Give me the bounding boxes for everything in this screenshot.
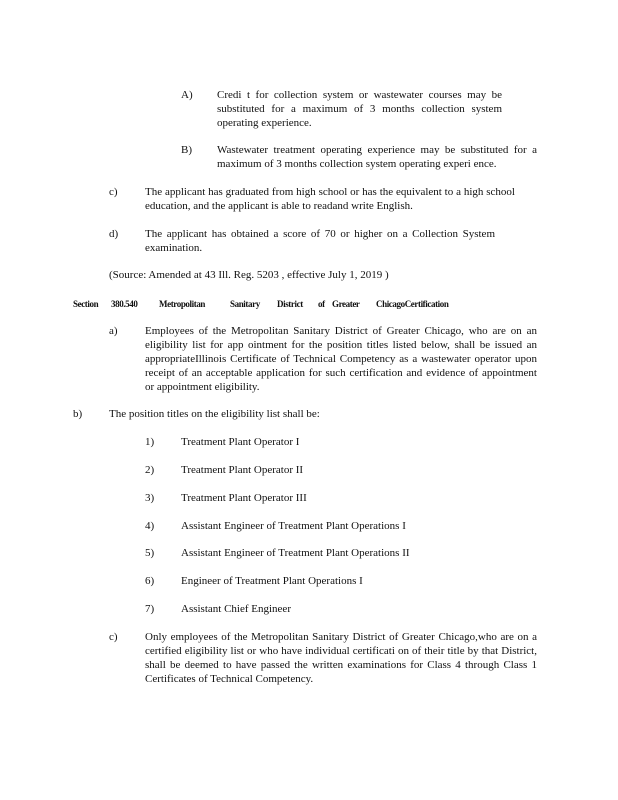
- title-name-5: Assistant Engineer of Treatment Plant Operations II: [181, 547, 410, 559]
- paragraph-text-d: The applicant has obtained a score of 70 or higher on a Collection System examination.: [145, 228, 495, 254]
- subsection-marker-a: a): [109, 325, 118, 337]
- title-number-7: 7): [145, 603, 155, 615]
- title-name-6: Engineer of Treatment Plant Operations I: [181, 575, 363, 587]
- title-name-7: Assistant Chief Engineer: [181, 603, 291, 615]
- section-title-word-1: Metropolitan: [159, 299, 206, 309]
- item-text-A: Credi t for collection system or wastewater courses may be substituted for a maximum of 3 months collection system operating experience.: [217, 89, 502, 129]
- subsection-marker-c: c): [109, 631, 118, 643]
- subsection-text-a: Employees of the Metropolitan Sanitary District of Greater Chicago, who are on an eligibility list for app ointment for the position titles listed below, shall be issued an appropriateIllinois Certificate of Technical Competency as a wastewater operator upon receipt of an acceptable application for such certification and evidence of appointment or appointment eligibility.: [145, 325, 537, 393]
- paragraph-marker-d: d): [109, 228, 119, 240]
- title-name-3: Treatment Plant Operator III: [181, 492, 307, 504]
- title-number-5: 5): [145, 547, 155, 559]
- subsection-text-c: Only employees of the Metropolitan Sanitary District of Greater Chicago,who are on a certified eligibility list or who have individual certificati on of their title by that District, shall be deemed to have passed the written examinations for Class 4 through Class 1 Certificates of Technical Competency.: [145, 631, 537, 685]
- title-number-3: 3): [145, 492, 155, 504]
- section-label: Section: [73, 299, 99, 309]
- source-note: (Source: Amended at 43 Ill. Reg. 5203 , effective July 1, 2019 ): [109, 269, 389, 281]
- paragraph-marker-c: c): [109, 186, 118, 198]
- title-number-4: 4): [145, 520, 155, 532]
- subsection-marker-b: b): [73, 408, 83, 420]
- section-title-word-3: District: [277, 299, 303, 309]
- title-number-1: 1): [145, 436, 155, 448]
- title-number-6: 6): [145, 575, 155, 587]
- item-marker-B: B): [181, 144, 192, 156]
- section-title-word-5: Greater: [332, 299, 360, 309]
- paragraph-text-c: The applicant has graduated from high school or has the equivalent to a high school education, and the applicant is able to readand write English.: [145, 186, 515, 212]
- title-number-2: 2): [145, 464, 155, 476]
- item-text-B: Wastewater treatment operating experience may be substituted for a maximum of 3 months collection system operating experi ence.: [217, 144, 537, 170]
- section-title-word-6: ChicagoCertification: [376, 299, 449, 309]
- title-name-2: Treatment Plant Operator II: [181, 464, 304, 476]
- title-name-4: Assistant Engineer of Treatment Plant Operations I: [181, 520, 406, 532]
- section-title-word-2: Sanitary: [230, 299, 260, 309]
- item-marker-A: A): [181, 89, 193, 101]
- section-number: 380.540: [111, 299, 138, 309]
- title-name-1: Treatment Plant Operator I: [181, 436, 300, 448]
- section-title-word-4: of: [318, 299, 325, 309]
- subsection-text-b: The position titles on the eligibility list shall be:: [109, 408, 320, 420]
